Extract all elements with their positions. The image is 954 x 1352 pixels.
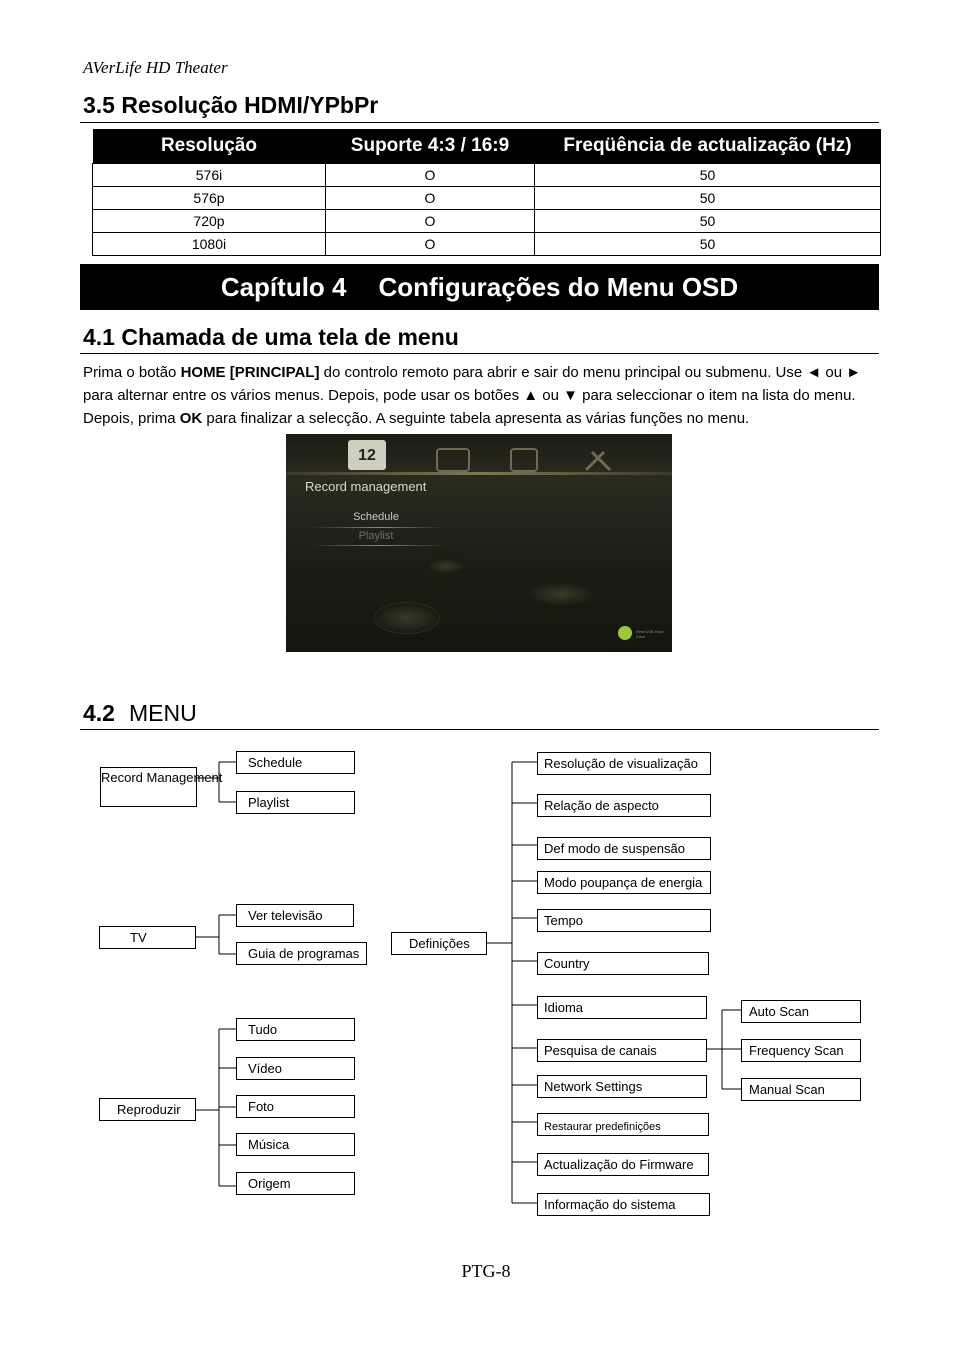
- tree-node-tv: TV: [99, 926, 196, 949]
- tree-node-definicoes: Definições: [391, 932, 487, 955]
- tree-node-frequency-scan: Frequency Scan: [741, 1039, 861, 1062]
- section-name: MENU: [128, 700, 197, 726]
- cell-frequency: 50: [535, 210, 881, 233]
- osd-title: Record management: [305, 479, 427, 494]
- cell-support: O: [326, 187, 535, 210]
- tree-node-country: Country: [537, 952, 709, 975]
- tree-node-foto: Foto: [236, 1095, 355, 1118]
- tree-node-guia-programas: Guia de programas: [236, 942, 367, 965]
- ok-key-label: OK: [179, 410, 203, 427]
- tree-node-informacao-sistema: Informação do sistema: [537, 1193, 710, 1216]
- cell-resolution: 576p: [93, 187, 326, 210]
- tree-node-network-settings: Network Settings: [537, 1075, 707, 1098]
- usb-hdd-label: Rest USB Hard Drive: [636, 629, 664, 639]
- section-4-1-title: 4.1 Chamada de uma tela de menu: [83, 324, 459, 350]
- tree-node-relacao-aspecto: Relação de aspecto: [537, 794, 711, 817]
- tree-node-idioma: Idioma: [537, 996, 707, 1019]
- tree-node-pesquisa-canais: Pesquisa de canais: [537, 1039, 707, 1062]
- osd-item-playlist[interactable]: Playlist: [358, 530, 394, 542]
- cell-support: O: [326, 164, 535, 187]
- header-frequencia: Freqüência de actualização (Hz): [535, 129, 881, 164]
- tree-node-reproduzir: Reproduzir: [99, 1098, 196, 1121]
- tree-node-tudo: Tudo: [236, 1018, 355, 1041]
- cell-support: O: [326, 233, 535, 256]
- cell-resolution: 1080i: [93, 233, 326, 256]
- tree-node-schedule: Schedule: [236, 751, 355, 774]
- running-head: AVerLife HD Theater: [83, 58, 228, 77]
- cell-resolution: 720p: [93, 210, 326, 233]
- tree-node-restaurar-predefinicoes: Restaurar predefinições: [537, 1113, 709, 1136]
- tree-node-ver-televisao: Ver televisão: [236, 904, 354, 927]
- para-text: do controlo remoto para abrir e sair do menu principal ou submenu. Use ◄ ou ► para alternar entre os vários menus. Depois, pode usar os botões ▲ ou ▼ para seleccionar o item na lista do menu. Depois, prima: [83, 364, 862, 427]
- chapter-title: Configurações do Menu OSD: [378, 272, 739, 302]
- header-suporte: Suporte 4:3 / 16:9: [326, 129, 535, 164]
- tree-node-playlist: Playlist: [236, 791, 355, 814]
- tree-node-modo-suspensao: Def modo de suspensão: [537, 837, 711, 860]
- header-resolucao: Resolução: [93, 129, 326, 164]
- para-text: Prima o botão: [83, 364, 181, 381]
- tree-node-origem: Origem: [236, 1172, 355, 1195]
- tree-node-auto-scan: Auto Scan: [741, 1000, 861, 1023]
- tree-node-manual-scan: Manual Scan: [741, 1078, 861, 1101]
- home-key-label: HOME [PRINCIPAL]: [180, 364, 320, 381]
- cell-frequency: 50: [535, 233, 881, 256]
- tree-node-poupanca-energia: Modo poupança de energia: [537, 871, 711, 894]
- section-3-5-title: 3.5 Resolução HDMI/YPbPr: [83, 92, 379, 118]
- page-number: PTG-8: [461, 1261, 511, 1281]
- tree-node-actualizacao-firmware: Actualização do Firmware: [537, 1153, 709, 1176]
- calendar-icon: 12: [348, 440, 386, 470]
- tree-node-video: Vídeo: [236, 1057, 355, 1080]
- para-text: para finalizar a selecção. A seguinte tabela apresenta as várias funções no menu.: [202, 410, 750, 427]
- cell-resolution: 576i: [93, 164, 326, 187]
- tree-node-resolucao-visualizacao: Resolução de visualização: [537, 752, 711, 775]
- section-number: 4.2: [83, 700, 115, 726]
- cell-support: O: [326, 210, 535, 233]
- chapter-number: Capítulo 4: [220, 272, 347, 302]
- tree-node-tempo: Tempo: [537, 909, 711, 932]
- tree-node-musica: Música: [236, 1133, 355, 1156]
- tree-node-record-management: Record Management: [100, 767, 197, 807]
- osd-item-schedule[interactable]: Schedule: [353, 511, 399, 523]
- cell-frequency: 50: [535, 187, 881, 210]
- cell-frequency: 50: [535, 164, 881, 187]
